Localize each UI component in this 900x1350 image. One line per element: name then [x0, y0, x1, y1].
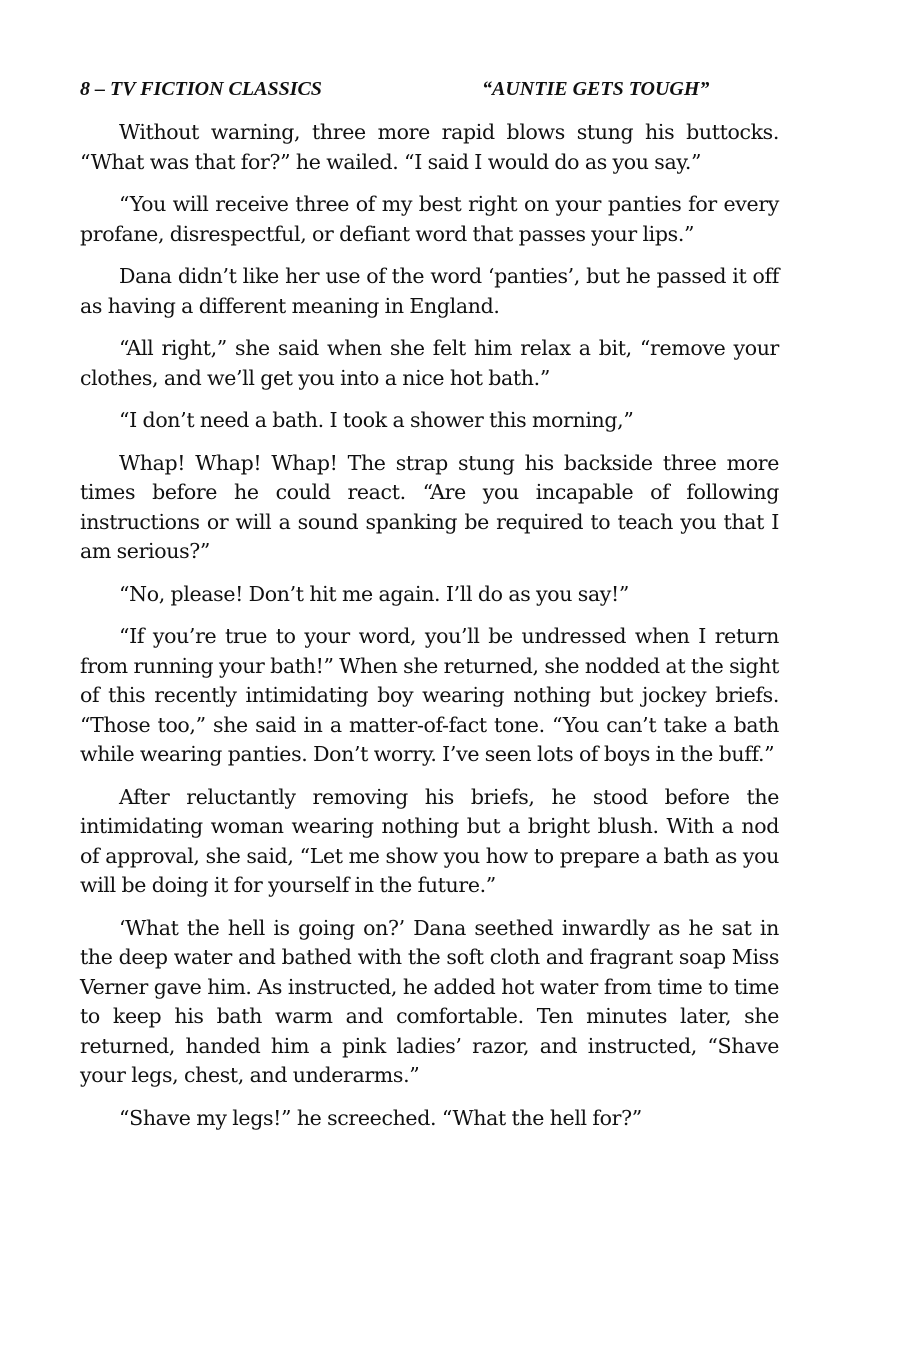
paragraph: Without warning, three more rapid blows stung his buttocks. “What was that for?” he wailed. “I said I would do as you say.” — [80, 120, 779, 174]
chapter-title: “AUNTIE GETS TOUGH” — [482, 78, 710, 100]
body-text — [80, 118, 779, 1133]
paragraph: Dana didn’t like her use of the word ‘panties’, but he passed it off as having a different meaning in England. — [80, 264, 779, 318]
paragraph: ‘What the hell is going on?’ Dana seethed inwardly as he sat in the deep water and bathed with the soft cloth and fragrant soap Miss Verner gave him. As instructed, he added hot water from time to time to keep his bath warm and comfortable. Ten minutes later, she returned, handed him a pink ladies’ razor, and instructed, “Shave your legs, chest, and underarms.” — [80, 915, 779, 1087]
paragraph: “No, please! Don’t hit me again. I’ll do as you say!” — [119, 581, 630, 606]
paragraph: “I don’t need a bath. I took a shower this morning,” — [119, 408, 634, 432]
paragraph: “All right,” she said when she felt him relax a bit, “remove your clothes, and we’ll get you into a nice hot bath.” — [80, 336, 779, 390]
page-number-and-book-title: 8 – TV FICTION CLASSICS — [80, 78, 322, 100]
paragraph: “Shave my legs!” he screeched. “What the hell for?” — [119, 1105, 642, 1130]
paragraph: After reluctantly removing his briefs, he stood before the intimidating woman wearing nothing but a bright blush. With a nod of approval, she said, “Let me show you how to prepare a bath as you will be doing it for yourself in the future.” — [80, 784, 779, 897]
paragraph: Whap! Whap! Whap! The strap stung his backside three more times before he could react. “Are you incapable of following instructions or will a sound spanking be required to teach you that I am serious?” — [80, 450, 779, 563]
running-header — [80, 74, 779, 104]
paragraph: “If you’re true to your word, you’ll be undressed when I return from running your bath!” When she returned, she nodded at the sight of this recently intimidating boy wearing nothing but jockey briefs. “Those too,” she said in a matter-of-fact tone. “You can’t take a bath while wearing panties. Don’t worry. I’ve seen lots of boys in the buff.” — [80, 624, 779, 766]
book-page — [80, 74, 779, 1146]
paragraph: “You will receive three of my best right on your panties for every profane, disrespectful, or defiant word that passes your lips.” — [80, 192, 779, 246]
